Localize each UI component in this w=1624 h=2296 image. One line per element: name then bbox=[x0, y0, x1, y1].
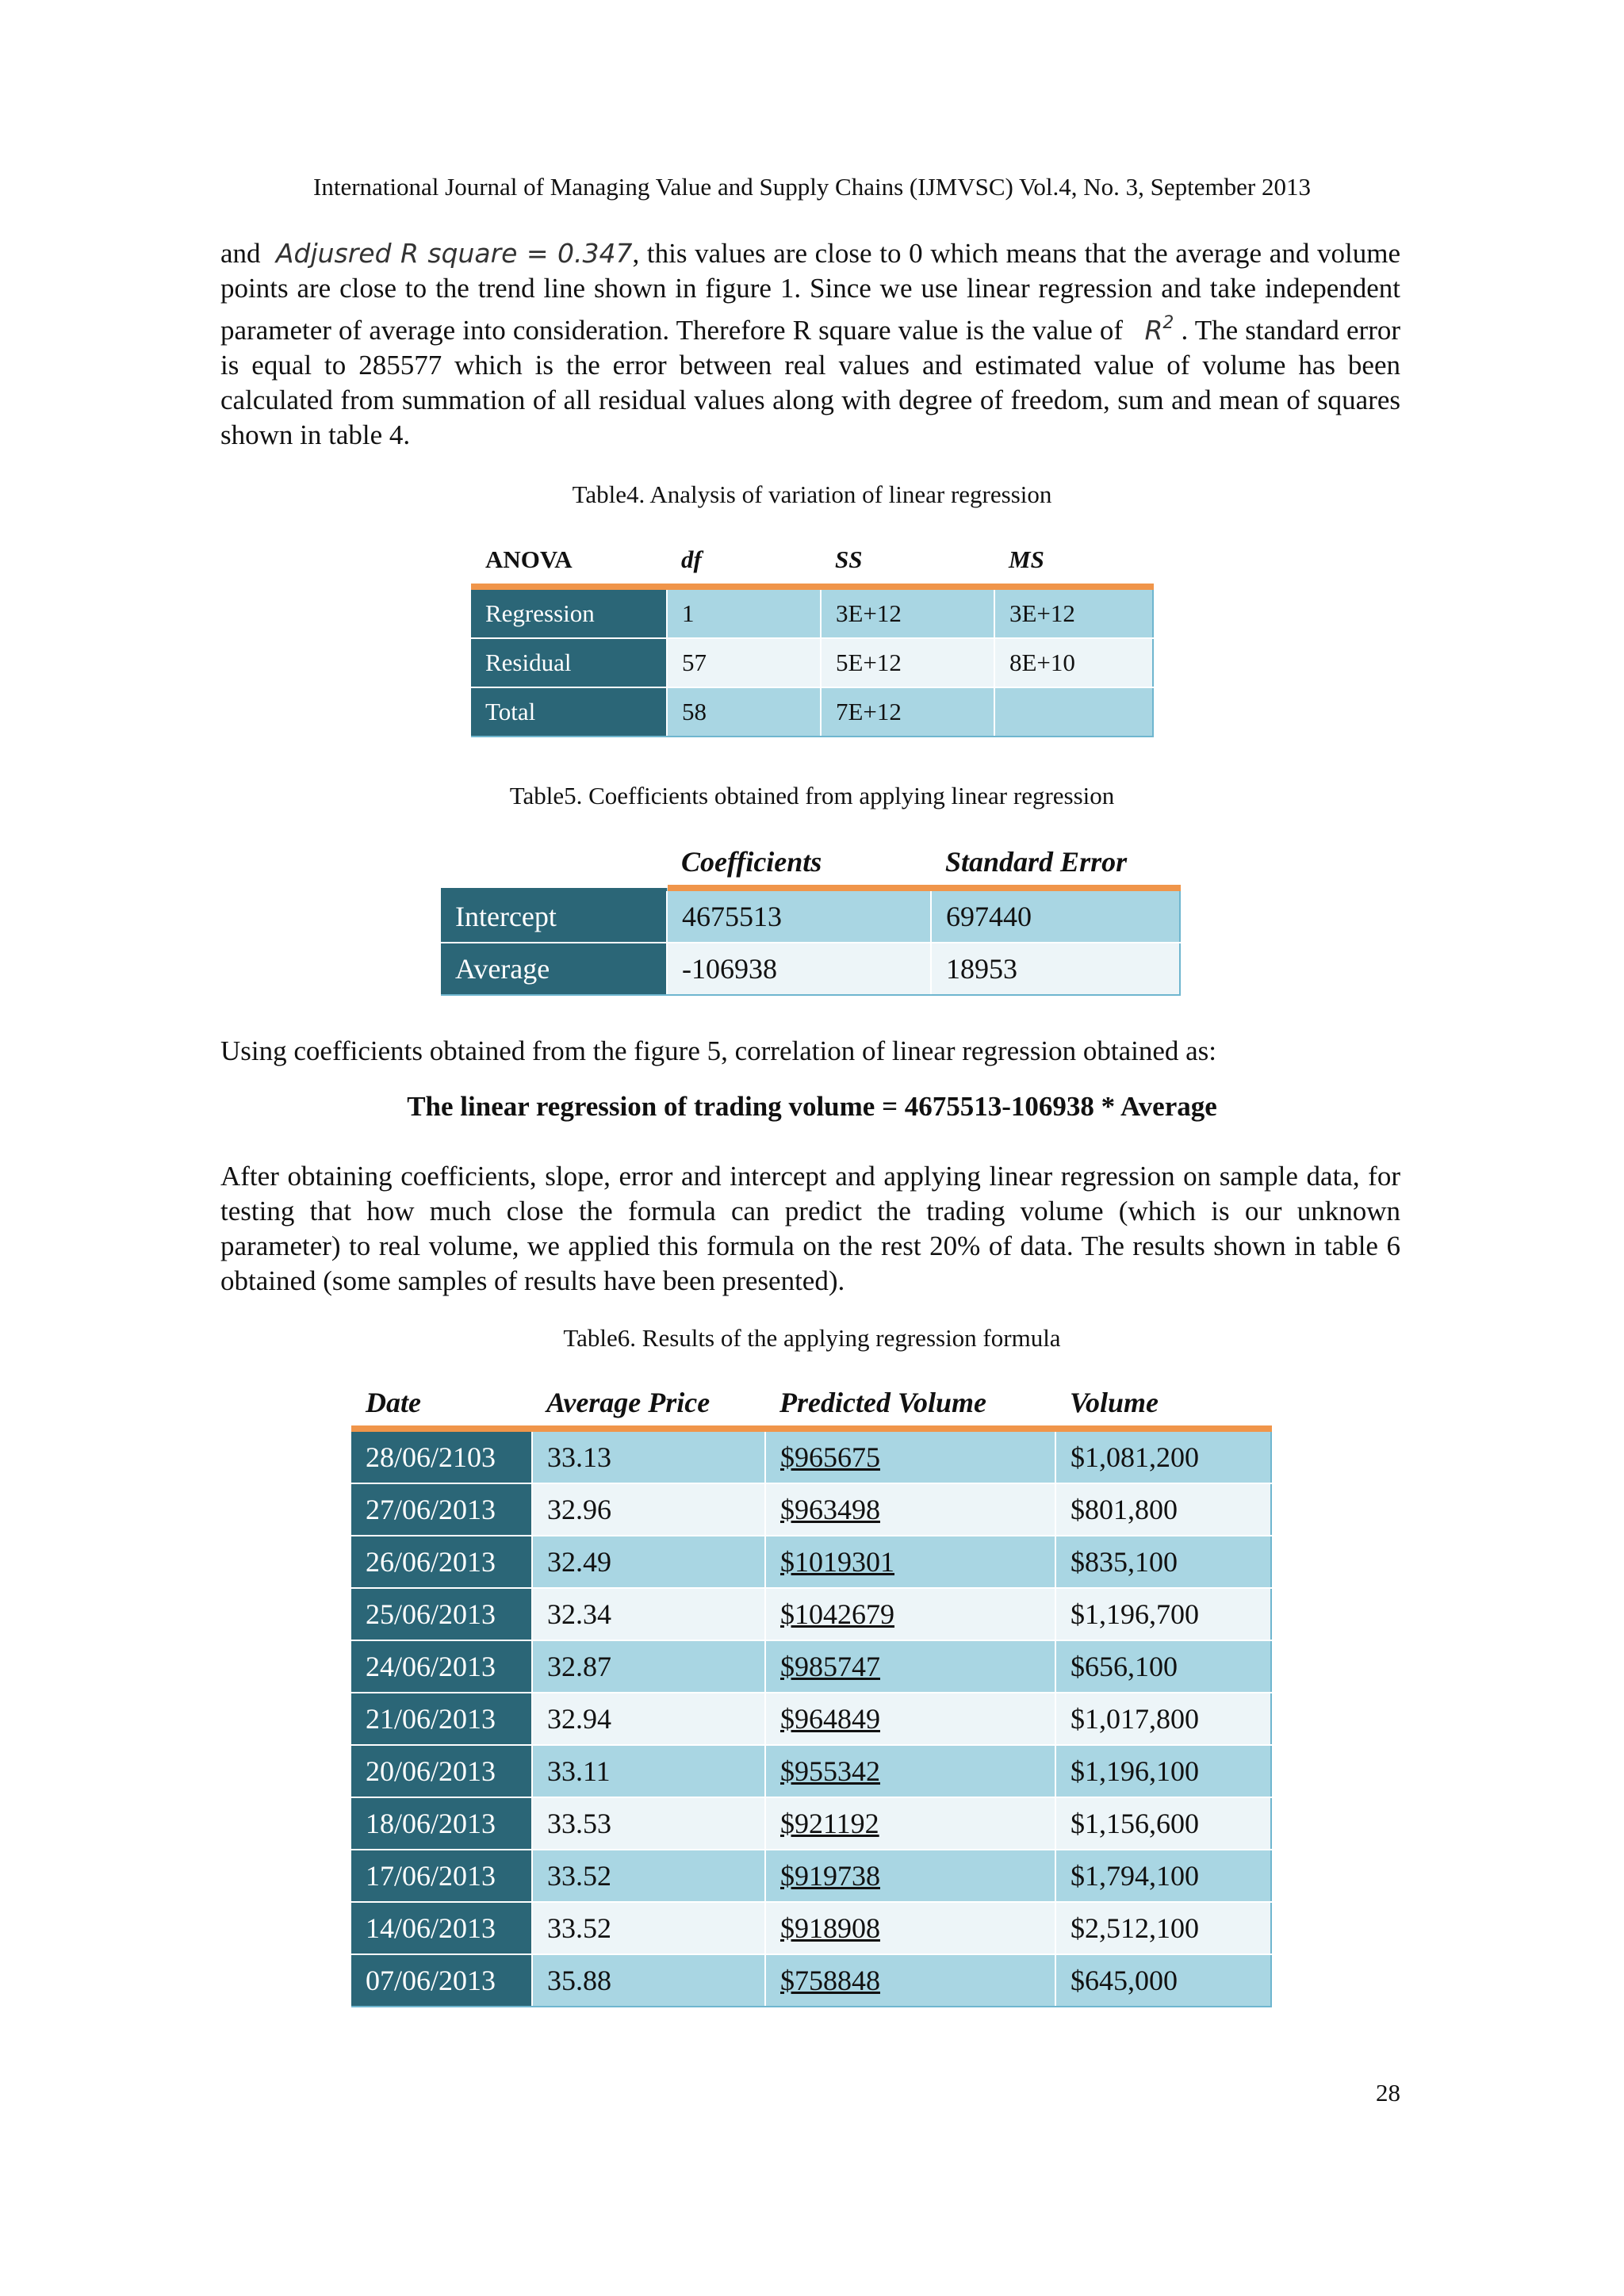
row-date: 18/06/2013 bbox=[351, 1797, 532, 1850]
table-row bbox=[351, 1483, 1271, 1536]
table-row bbox=[351, 1588, 1271, 1640]
ms-col-header: MS bbox=[994, 536, 1153, 587]
table-row bbox=[471, 638, 1153, 687]
r-squared-symbol bbox=[1144, 315, 1174, 346]
row-label: Residual bbox=[471, 638, 667, 687]
volume-cell: $1,196,700 bbox=[1055, 1588, 1271, 1640]
average-price-cell: 32.87 bbox=[532, 1640, 765, 1693]
results-table bbox=[351, 1380, 1272, 2007]
table-row bbox=[351, 1954, 1271, 2007]
table-cell bbox=[994, 687, 1153, 737]
table-row bbox=[441, 943, 1180, 995]
predicted-volume-cell bbox=[765, 1745, 1055, 1797]
row-date: 25/06/2013 bbox=[351, 1588, 532, 1640]
predicted-volume-value: $919738 bbox=[780, 1860, 880, 1892]
coefficients-col-header: Coefficients bbox=[667, 839, 931, 888]
average-price-cell: 33.13 bbox=[532, 1429, 765, 1483]
predicted-volume-cell bbox=[765, 1640, 1055, 1693]
predicted-volume-col-header: Predicted Volume bbox=[765, 1380, 1055, 1429]
average-price-cell: 32.96 bbox=[532, 1483, 765, 1536]
table-cell: 57 bbox=[667, 638, 821, 687]
volume-cell: $1,156,600 bbox=[1055, 1797, 1271, 1850]
predicted-volume-value: $1019301 bbox=[780, 1546, 894, 1578]
predicted-volume-cell bbox=[765, 1429, 1055, 1483]
table-cell: 5E+12 bbox=[821, 638, 994, 687]
volume-cell: $1,794,100 bbox=[1055, 1850, 1271, 1902]
volume-cell: $1,017,800 bbox=[1055, 1693, 1271, 1745]
average-price-cell: 33.11 bbox=[532, 1745, 765, 1797]
average-price-cell: 35.88 bbox=[532, 1954, 765, 2007]
volume-cell: $1,196,100 bbox=[1055, 1745, 1271, 1797]
table-row bbox=[351, 1797, 1271, 1850]
average-price-cell: 32.34 bbox=[532, 1588, 765, 1640]
predicted-volume-cell bbox=[765, 1797, 1055, 1850]
table4-caption: Table4. Analysis of variation of linear regression bbox=[572, 480, 1052, 508]
anova-table bbox=[471, 536, 1154, 737]
row-date: 07/06/2013 bbox=[351, 1954, 532, 2007]
adjusted-r-square-formula: Adjusred R square = 0.347 bbox=[275, 238, 633, 269]
table-cell: 4675513 bbox=[667, 888, 931, 943]
paragraph-testing: After obtaining coefficients, slope, error and intercept and applying linear regression on sample data, for testing that how much close the formula can predict the trading volume (which is our unknown parameter) to real volume, we applied this formula on the rest 20% of data. The results shown in table 6 obtained (some samples of results have been presented). bbox=[220, 1161, 1400, 1296]
average-price-cell: 32.94 bbox=[532, 1693, 765, 1745]
r-exponent: 2 bbox=[1162, 313, 1174, 333]
table-cell: 58 bbox=[667, 687, 821, 737]
predicted-volume-cell bbox=[765, 1588, 1055, 1640]
volume-col-header: Volume bbox=[1055, 1380, 1271, 1429]
standard-error-col-header: Standard Error bbox=[931, 839, 1180, 888]
row-date: 20/06/2013 bbox=[351, 1745, 532, 1797]
paragraph-coefficients: Using coefficients obtained from the figure 5, correlation of linear regression obtained as: bbox=[220, 1035, 1217, 1066]
predicted-volume-cell bbox=[765, 1536, 1055, 1588]
row-label: Average bbox=[441, 943, 667, 995]
average-price-cell: 33.53 bbox=[532, 1797, 765, 1850]
para-text-2: . The standard error is equal to 285577 which is the error between real values and estimated value of volume has been calculated from summation of all residual values along with degree of freedom, sum and mean of squares shown in table 4. bbox=[220, 315, 1401, 450]
row-date: 17/06/2013 bbox=[351, 1850, 532, 1902]
table5-caption: Table5. Coefficients obtained from applying linear regression bbox=[509, 782, 1115, 809]
table-row bbox=[351, 1429, 1271, 1483]
table-row bbox=[441, 888, 1180, 943]
table-cell: 18953 bbox=[931, 943, 1180, 995]
predicted-volume-value: $918908 bbox=[780, 1912, 880, 1944]
row-label: Regression bbox=[471, 587, 667, 638]
predicted-volume-cell bbox=[765, 1850, 1055, 1902]
r-symbol: R bbox=[1144, 315, 1163, 346]
row-label: Intercept bbox=[441, 888, 667, 943]
row-date: 26/06/2013 bbox=[351, 1536, 532, 1588]
table-cell: 697440 bbox=[931, 888, 1180, 943]
volume-cell: $2,512,100 bbox=[1055, 1902, 1271, 1954]
para-and: and bbox=[220, 238, 261, 269]
volume-cell: $645,000 bbox=[1055, 1954, 1271, 2007]
table-row bbox=[351, 1902, 1271, 1954]
paragraph-adjusted-r-square bbox=[220, 236, 1400, 453]
date-col-header: Date bbox=[351, 1380, 532, 1429]
anova-col-header: ANOVA bbox=[471, 536, 667, 587]
predicted-volume-value: $758848 bbox=[780, 1965, 880, 1996]
predicted-volume-value: $985747 bbox=[780, 1651, 880, 1682]
predicted-volume-value: $963498 bbox=[780, 1494, 880, 1525]
table-row bbox=[351, 1640, 1271, 1693]
predicted-volume-value: $964849 bbox=[780, 1703, 880, 1735]
predicted-volume-value: $955342 bbox=[780, 1755, 880, 1787]
df-col-header: df bbox=[667, 536, 821, 587]
volume-cell: $801,800 bbox=[1055, 1483, 1271, 1536]
volume-cell: $1,081,200 bbox=[1055, 1429, 1271, 1483]
table-cell: 3E+12 bbox=[994, 587, 1153, 638]
empty-col-header bbox=[441, 839, 667, 888]
table-row bbox=[351, 1745, 1271, 1797]
predicted-volume-cell bbox=[765, 1902, 1055, 1954]
ss-col-header: SS bbox=[821, 536, 994, 587]
table-row bbox=[351, 1850, 1271, 1902]
table-cell: 7E+12 bbox=[821, 687, 994, 737]
predicted-volume-value: $1042679 bbox=[780, 1598, 894, 1630]
running-header: International Journal of Managing Value and Supply Chains (IJMVSC) Vol.4, No. 3, September 2013 bbox=[313, 173, 1311, 201]
volume-cell: $656,100 bbox=[1055, 1640, 1271, 1693]
predicted-volume-value: $965675 bbox=[780, 1441, 880, 1473]
table-cell: 8E+10 bbox=[994, 638, 1153, 687]
table-cell: 3E+12 bbox=[821, 587, 994, 638]
row-date: 14/06/2013 bbox=[351, 1902, 532, 1954]
average-price-cell: 33.52 bbox=[532, 1850, 765, 1902]
row-date: 28/06/2103 bbox=[351, 1429, 532, 1483]
table-row bbox=[471, 587, 1153, 638]
table-row bbox=[351, 1693, 1271, 1745]
predicted-volume-value: $921192 bbox=[780, 1808, 879, 1839]
average-price-col-header: Average Price bbox=[532, 1380, 765, 1429]
average-price-cell: 32.49 bbox=[532, 1536, 765, 1588]
predicted-volume-cell bbox=[765, 1954, 1055, 2007]
table6-caption: Table6. Results of the applying regression formula bbox=[563, 1324, 1061, 1352]
row-date: 24/06/2013 bbox=[351, 1640, 532, 1693]
row-date: 21/06/2013 bbox=[351, 1693, 532, 1745]
table-cell: -106938 bbox=[667, 943, 931, 995]
volume-cell: $835,100 bbox=[1055, 1536, 1271, 1588]
regression-formula: The linear regression of trading volume = 4675513-106938 * Average bbox=[407, 1091, 1217, 1122]
coefficients-header-row bbox=[441, 839, 1180, 888]
predicted-volume-cell bbox=[765, 1693, 1055, 1745]
coefficients-table bbox=[441, 839, 1181, 996]
page-number: 28 bbox=[1376, 2079, 1400, 2107]
anova-header-row bbox=[471, 536, 1153, 587]
table-row bbox=[471, 687, 1153, 737]
row-label: Total bbox=[471, 687, 667, 737]
row-date: 27/06/2013 bbox=[351, 1483, 532, 1536]
results-header-row bbox=[351, 1380, 1271, 1429]
average-price-cell: 33.52 bbox=[532, 1902, 765, 1954]
table-row bbox=[351, 1536, 1271, 1588]
para-text-1: , this values are close to 0 which means that the average and volume points are close to the trend line shown in figure 1. Since we use linear regression and take independent parameter of average into consideration. Therefore R square value is the value of bbox=[220, 238, 1400, 346]
table-cell: 1 bbox=[667, 587, 821, 638]
predicted-volume-cell bbox=[765, 1483, 1055, 1536]
